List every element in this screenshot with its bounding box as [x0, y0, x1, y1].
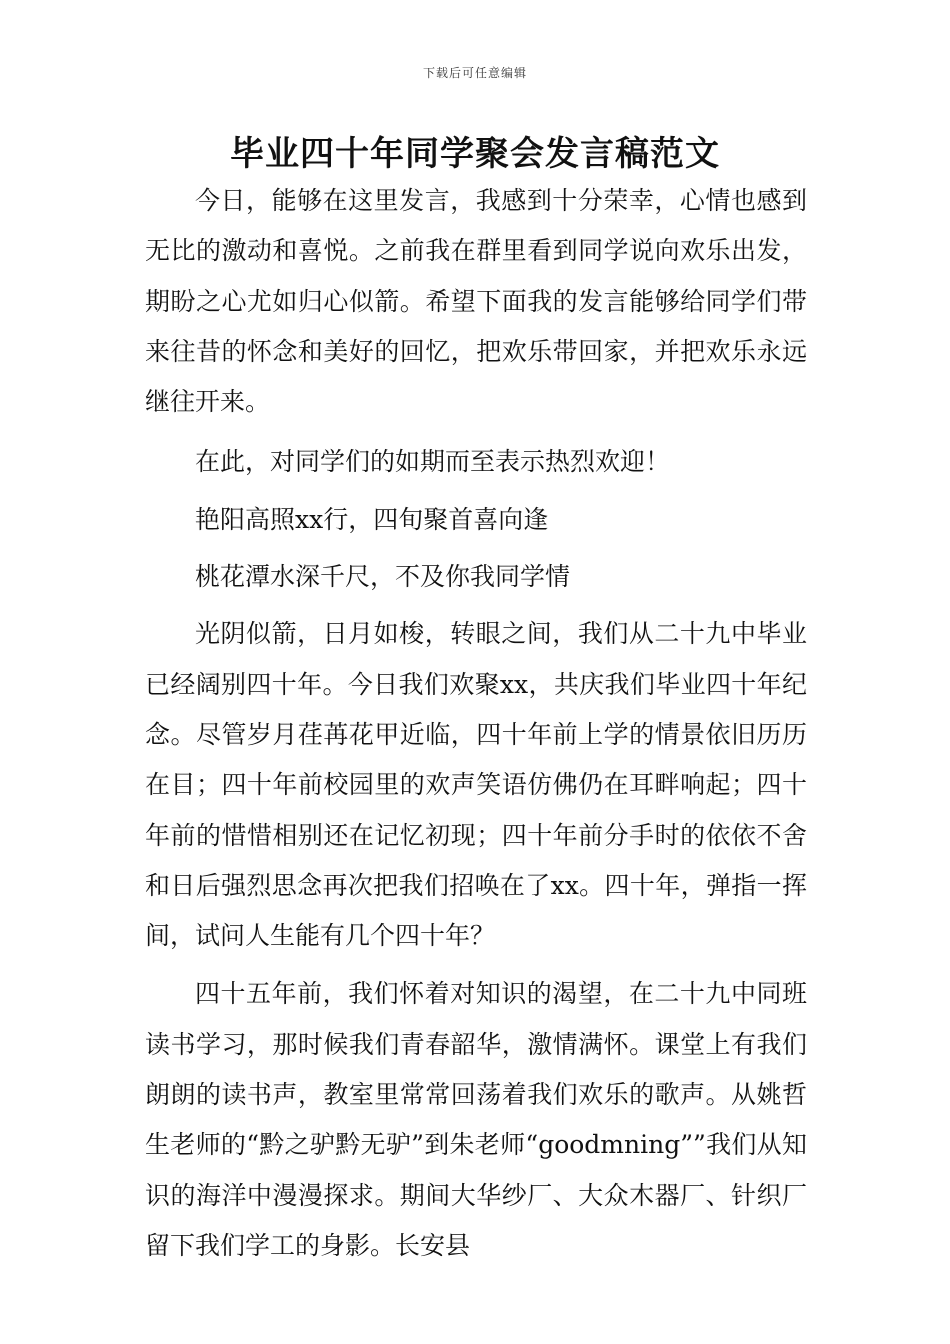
- paragraph-time-passes: 光阴似箭，日月如梭，转眼之间，我们从二十九中毕业已经阔别四十年。今日我们欢聚xx，共庆我们毕业四十年纪念。尽管岁月荏苒花甲近临，四十年前上学的情景依旧历历在目；四十年前校园里的欢声笑语仿佛仍在耳畔响起；四十年前的惜惜相别还在记忆初现；四十年前分手时的依依不舍和日后强烈思念再次把我们招唤在了xx。四十年，弹指一挥间，试问人生能有几个四十年？: [145, 619, 807, 951]
- paragraph-opening: 今日，能够在这里发言，我感到十分荣幸，心情也感到无比的激动和喜悦。之前我在群里看到同学说向欢乐出发，期盼之心尤如归心似箭。希望下面我的发言能够给同学们带来往昔的怀念和美好的回忆，把欢乐带回家，并把欢乐永远继往开来。: [145, 186, 807, 417]
- document-title: 毕业四十年同学聚会发言稿范文: [230, 134, 720, 174]
- verse-line-2: 桃花潭水深千尺，不及你我同学情: [195, 562, 571, 592]
- paragraph-welcome: 在此，对同学们的如期而至表示热烈欢迎！: [195, 447, 671, 477]
- paragraph-school-memories: 四十五年前，我们怀着对知识的渴望，在二十九中同班读书学习，那时候我们青春韶华，激情满怀。课堂上有我们朗朗的读书声，教室里常常回荡着我们欢乐的歌声。从姚哲生老师的“黔之驴黔无驴”到朱老师“goodmning””我们从知识的海洋中漫漫探求。期间大华纱厂、大众木器厂、针织厂留下我们学工的身影。长安县: [145, 979, 807, 1260]
- document-body: [145, 176, 807, 1271]
- verse-line-1: 艳阳高照xx行，四旬聚首喜向逢: [195, 504, 549, 534]
- header-note: 下载后可任意编辑: [422, 66, 527, 80]
